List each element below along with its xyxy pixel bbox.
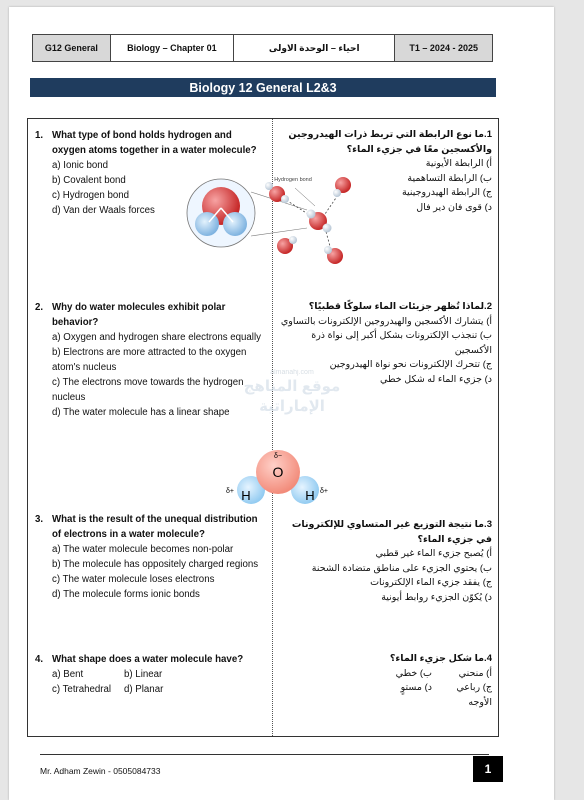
option-d: d) Van der Waals forces: [52, 205, 155, 216]
hydrogen-label: H: [241, 488, 251, 503]
option-c-arabic: ج) رباعي الأوجه: [456, 682, 492, 708]
water-hydrogen: [333, 189, 341, 197]
option-d-arabic: د) جزيء الماء له شكل خطي: [380, 373, 492, 385]
question-number: 2.: [35, 302, 44, 313]
water-hydrogen: [324, 246, 332, 254]
option-a-arabic: أ) يُصبح جزيء الماء غير قطبي: [375, 548, 492, 559]
option-a: a) Oxygen and hydrogen share electrons equally: [52, 332, 261, 343]
watermark-text: موقع المناهج الإماراتية: [243, 378, 341, 415]
question-stem: What type of bond holds hydrogen and oxygen atoms together in a water molecule?: [52, 130, 257, 156]
question-3-arabic: [280, 518, 492, 605]
footer-rule: [40, 754, 489, 755]
page-title: Biology 12 General L2&3: [30, 78, 496, 97]
polar-water-molecule-diagram: [223, 446, 333, 510]
question-4-english: [35, 652, 267, 697]
option-b: b) Electrons are more attracted to the oxygen atom's nucleus: [52, 347, 247, 373]
hydrogen-bond-diagram: [165, 168, 355, 268]
option-b: b) Linear: [124, 669, 163, 680]
delta-plus-label: δ+: [320, 488, 328, 495]
option-c: c) The water molecule loses electrons: [52, 574, 215, 585]
label-pointer: [295, 188, 315, 206]
footer-author: Mr. Adham Zewin - 0505084733: [40, 766, 161, 776]
site-watermark: [232, 368, 352, 428]
option-d: d) The water molecule has a linear shape: [52, 407, 230, 418]
hydrogen-label: H: [305, 488, 315, 503]
option-b: b) Covalent bond: [52, 175, 126, 186]
water-hydrogen: [307, 210, 316, 219]
header-subject-arabic: احياء – الوحدة الاولى: [234, 35, 395, 61]
option-a: a) Bent: [52, 669, 84, 680]
question-number: 3.: [35, 514, 44, 525]
option-a: a) The water molecule becomes non-polar: [52, 544, 234, 555]
delta-minus-label: δ−: [274, 453, 282, 460]
option-b-arabic: ب) يحتوي الجزيء على مناطق متضادة الشحنة: [311, 562, 492, 574]
option-d-arabic: د) مستوٍ: [400, 682, 432, 693]
question-4-arabic: [280, 652, 492, 710]
question-stem-arabic: 3.ما نتيجة التوزيع غير المتساوي للإلكترونات في جزيء الماء؟: [291, 519, 492, 545]
question-3-english: [35, 512, 267, 602]
option-c-arabic: ج) تتحرك الإلكترونات نحو نواة الهيدروجين: [329, 359, 492, 370]
watermark-url: almanahj.com: [270, 369, 314, 376]
option-d-arabic: د) قوى فان دير فال: [416, 201, 492, 213]
question-number: 4.: [35, 654, 44, 665]
option-d: d) Planar: [124, 684, 164, 695]
question-stem: What is the result of the unequal distribution of electrons in a water molecule?: [52, 514, 258, 540]
option-a-arabic: أ) الرابطة الأيونية: [425, 158, 492, 169]
water-hydrogen: [289, 236, 297, 244]
water-hydrogen: [323, 224, 332, 233]
header-table: [32, 34, 493, 62]
water-hydrogen: [281, 195, 289, 203]
option-b-arabic: ب) خطي: [395, 667, 432, 679]
zoom-line: [251, 228, 307, 236]
option-c: c) The electrons move towards the hydrogen nucleus: [52, 377, 244, 403]
water-hydrogen: [265, 182, 273, 190]
option-d: d) The molecule forms ionic bonds: [52, 589, 200, 600]
option-a-arabic: أ) يتشارك الأكسجين والهيدروجين الإلكترونات بالتساوي: [280, 315, 492, 327]
option-c-arabic: ج) يفقد جزيء الماء الإلكترونات: [370, 577, 492, 588]
option-d-arabic: د) يُكوّن الجزيء روابط أيونية: [381, 591, 492, 603]
header-subject: Biology – Chapter 01: [111, 35, 234, 61]
page-number: 1: [473, 756, 503, 782]
question-stem-arabic: 4.ما شكل جزيء الماء؟: [389, 653, 492, 664]
option-c: c) Tetrahedral: [52, 684, 112, 695]
oxygen-label: O: [272, 464, 284, 480]
header-term: T1 – 2024 - 2025: [395, 35, 492, 61]
question-stem-arabic: 1.ما نوع الرابطة التي تربط ذرات الهيدروجين والأكسجين معًا في جزيء الماء؟: [288, 129, 492, 155]
option-b-arabic: ب) تنجذب الإلكترونات بشكل أكبر إلى نواة ذرة الأكسجين: [311, 330, 492, 356]
option-b: b) The molecule has oppositely charged regions: [52, 559, 259, 570]
option-a-arabic: أ) منحني: [458, 667, 492, 679]
hydrogen-bond-label: Hydrogen bond: [274, 177, 312, 183]
option-c: c) Hydrogen bond: [52, 190, 130, 201]
question-stem: Why do water molecules exhibit polar behavior?: [52, 302, 226, 328]
question-number: 1.: [35, 130, 44, 141]
delta-plus-label: δ+: [226, 488, 234, 495]
option-c-arabic: ج) الرابطة الهيدروجينية: [401, 187, 492, 198]
header-grade: G12 General: [33, 35, 111, 61]
question-stem-arabic: 2.لماذا تُظهر جزيئات الماء سلوكًا قطبيًا؟: [308, 301, 492, 312]
question-stem: What shape does a water molecule have?: [52, 654, 244, 665]
option-a: a) Ionic bond: [52, 160, 109, 171]
option-b-arabic: ب) الرابطة التساهمية: [407, 172, 492, 184]
